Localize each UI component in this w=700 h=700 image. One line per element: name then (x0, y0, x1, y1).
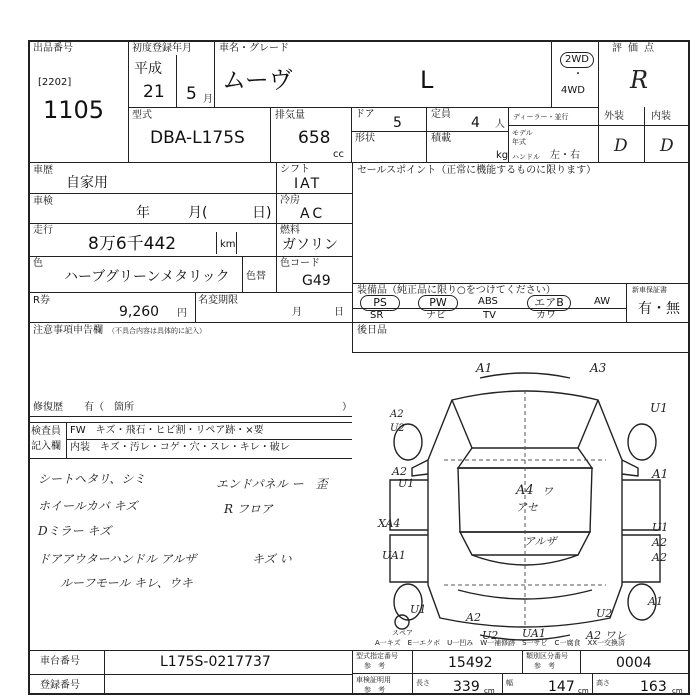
caution-sub: （不具合内容は具体的に記入） (108, 327, 206, 335)
equip-airbag: エアB (527, 295, 571, 311)
color-code: G49 (302, 273, 331, 289)
equipment-label: 装備品（純正品に限り○をつけてください） (357, 285, 556, 296)
displacement: 658 (298, 128, 331, 148)
interior-grade: D (660, 136, 674, 156)
ownership-label: 名変期限 (198, 295, 238, 306)
spare-label: スペア (392, 629, 413, 637)
remark-1: シートヘタリ、シミ (38, 472, 146, 486)
fuel-label: 燃料 (280, 225, 300, 236)
doors: 5 (393, 115, 402, 131)
exterior-grade: D (614, 136, 628, 156)
later-label: 後日品 (357, 325, 387, 336)
width-label: 幅 (506, 679, 513, 687)
damage-mark: U1 (398, 477, 415, 490)
inspection-day: 日) (252, 205, 272, 221)
first-reg-year: 21 (143, 82, 165, 102)
length-value: 339 (453, 679, 480, 695)
sales-point-label: セールスポイント（正常に機能するものに限ります） (357, 165, 597, 176)
load-label: 積載 (431, 133, 451, 144)
reg-label: 登録番号 (40, 680, 80, 691)
drive-dot: ・ (573, 69, 583, 80)
diagram-legend: A一キズ E一エクボ U一凹み W一補修跡 S一サビ C一腐食 XX一交換済 (375, 639, 626, 647)
remark-2: ホイールカバ キズ (38, 499, 138, 513)
length-label: 長さ (416, 679, 430, 687)
damage-mark: U1 (410, 603, 427, 616)
recycle-fee: 9,260 (119, 304, 160, 320)
type-spec-number: 15492 (448, 655, 493, 671)
lot-code: [2202] (38, 77, 72, 88)
record-label: 車歴 (33, 165, 53, 176)
remark-8: キズ い (252, 552, 292, 566)
damage-mark: A1 (476, 361, 493, 375)
damage-mark: A1 (648, 595, 663, 608)
capacity: 4 (471, 115, 480, 131)
cc-unit: cc (333, 149, 344, 160)
damage-mark: U2 (390, 423, 405, 434)
damage-mark: A4 (516, 483, 534, 498)
damage-mark: A2 ワレ (586, 629, 627, 642)
drive-2wd: 2WD (560, 52, 594, 68)
class-label-2: 参 考 (534, 662, 555, 670)
first-reg-month: 5 (186, 84, 197, 104)
width-value: 147 (548, 679, 575, 695)
score-label: 評価点 (612, 43, 660, 54)
new-warranty-value: 有・無 (638, 301, 680, 317)
damage-mark: A2 (652, 551, 667, 564)
mileage-label: 走行 (33, 225, 53, 236)
height-value: 163 (640, 679, 667, 695)
model-year-label-2: 年式 (512, 138, 526, 146)
lot-label: 出品番号 (33, 43, 73, 54)
new-warranty-label: 新車保証書 (632, 286, 667, 294)
model-year-label-1: モデル (512, 129, 533, 137)
color: ハーブグリーンメタリック (64, 269, 230, 285)
remark-5: ルーフモール キレ、ウキ (60, 576, 193, 590)
equip-sr: SR (370, 310, 384, 321)
inspection-label: 車検 (33, 196, 53, 207)
era: 平成 (134, 61, 162, 77)
mileage: 8万6千442 (88, 234, 177, 254)
shift-label: シフト (280, 164, 310, 175)
damage-mark: A2 (392, 465, 407, 478)
capacity-label: 定員 (431, 109, 451, 120)
cert-label-2: 参 考 (364, 686, 385, 694)
model-label: 型式 (132, 110, 152, 121)
damage-mark: U1 (652, 521, 669, 534)
name-label: 車名・グレード (219, 43, 289, 54)
equip-ps: PS (360, 295, 400, 311)
fuel: ガソリン (282, 237, 338, 253)
height-label: 高さ (596, 679, 610, 687)
equip-leather: カワ (536, 310, 556, 321)
model: DBA-L175S (150, 128, 245, 148)
car-grade: L (420, 66, 434, 94)
mileage-unit: km (220, 239, 236, 250)
equip-pw: PW (418, 295, 458, 311)
type-spec-label-2: 参 考 (364, 662, 385, 670)
recycle-label: R券 (33, 295, 50, 306)
recycle-unit: 円 (177, 308, 187, 319)
remark-3: Dミラー キズ (38, 524, 112, 538)
damage-mark: UA1 (382, 549, 406, 562)
remark-4: ドアアウターハンドル アルザ (38, 552, 197, 566)
height-unit: cm (672, 687, 683, 695)
equip-abs: ABS (478, 296, 498, 307)
ownership-day: 日 (334, 307, 344, 318)
month-unit: 月 (203, 94, 213, 105)
damage-mark: ワ (542, 485, 553, 498)
repair-label: 修復歴 (33, 402, 63, 413)
caution-label: 注意事項申告欄 (33, 325, 103, 336)
type-spec-label-1: 型式指定番号 (356, 652, 398, 660)
damage-mark: A2 (466, 611, 481, 624)
handle-value: 左・右 (550, 150, 580, 161)
first-reg-label: 初度登録年月 (132, 43, 192, 54)
shape-label: 形状 (355, 133, 375, 144)
handle-label: ハンドル (512, 153, 540, 161)
color-replace-label: 色替 (246, 271, 266, 282)
width-unit: cm (578, 687, 589, 695)
cooler-label: 冷房 (280, 195, 300, 206)
damage-mark: XA4 (378, 517, 401, 530)
ownership-month: 月 (292, 307, 302, 318)
damage-mark: UA1 (522, 627, 546, 640)
remark-6: エンドパネル ー 歪 (216, 477, 328, 491)
lot-number: 1105 (43, 96, 105, 124)
displacement-label: 排気量 (275, 110, 305, 121)
inspector-label-2: 記入欄 (31, 441, 61, 452)
damage-mark: アルザ (524, 535, 557, 548)
exterior-label: 外装 (604, 111, 624, 122)
capacity-unit: 人 (495, 119, 505, 130)
drive-4wd: 4WD (561, 85, 585, 96)
damage-mark: A3 (590, 361, 607, 375)
inspector-row-2: 内装 キズ・汚レ・コゲ・穴・スレ・キレ・破レ (70, 442, 290, 453)
cert-label-1: 車検証明用 (356, 676, 391, 684)
record: 自家用 (66, 175, 108, 191)
load-unit: kg (496, 150, 509, 161)
color-code-label: 色コード (280, 258, 320, 269)
color-label: 色 (33, 258, 43, 269)
remark-7: R フロア (224, 502, 273, 516)
inspector-row-1: FW キズ・飛石・ヒビ割・リペア跡・×要 (70, 425, 264, 436)
chassis-number: L175S-0217737 (160, 654, 271, 670)
dealer-label: ディーラー・並行 (513, 113, 569, 121)
equip-navi: ナビ (426, 310, 446, 321)
inspector-label-1: 検査員 (31, 426, 61, 437)
score-value: R (630, 66, 649, 94)
class-number: 0004 (616, 655, 652, 671)
cooler: AC (300, 206, 326, 222)
damage-mark: A2 (652, 536, 667, 549)
class-label-1: 類別区分番号 (526, 652, 568, 660)
damage-mark: アセ (516, 501, 538, 514)
equip-tv: TV (483, 310, 496, 321)
repair-value: 有（ 箇所 (84, 402, 134, 413)
car-name: ムーヴ (222, 66, 293, 94)
length-unit: cm (484, 687, 495, 695)
inspection-month: 月( (188, 205, 208, 221)
equip-aw: AW (594, 296, 611, 307)
chassis-label: 車台番号 (40, 656, 80, 667)
damage-mark: A1 (652, 467, 669, 481)
damage-mark: A2 (390, 409, 404, 420)
inspection-year: 年 (136, 205, 150, 221)
door-label: ドア (355, 109, 375, 120)
damage-mark: U2 (596, 607, 613, 620)
damage-mark: U1 (650, 401, 668, 415)
interior-label: 内装 (651, 111, 671, 122)
repair-close: ） (342, 402, 352, 413)
damage-mark: U2 (482, 629, 499, 642)
shift: IAT (294, 176, 322, 192)
